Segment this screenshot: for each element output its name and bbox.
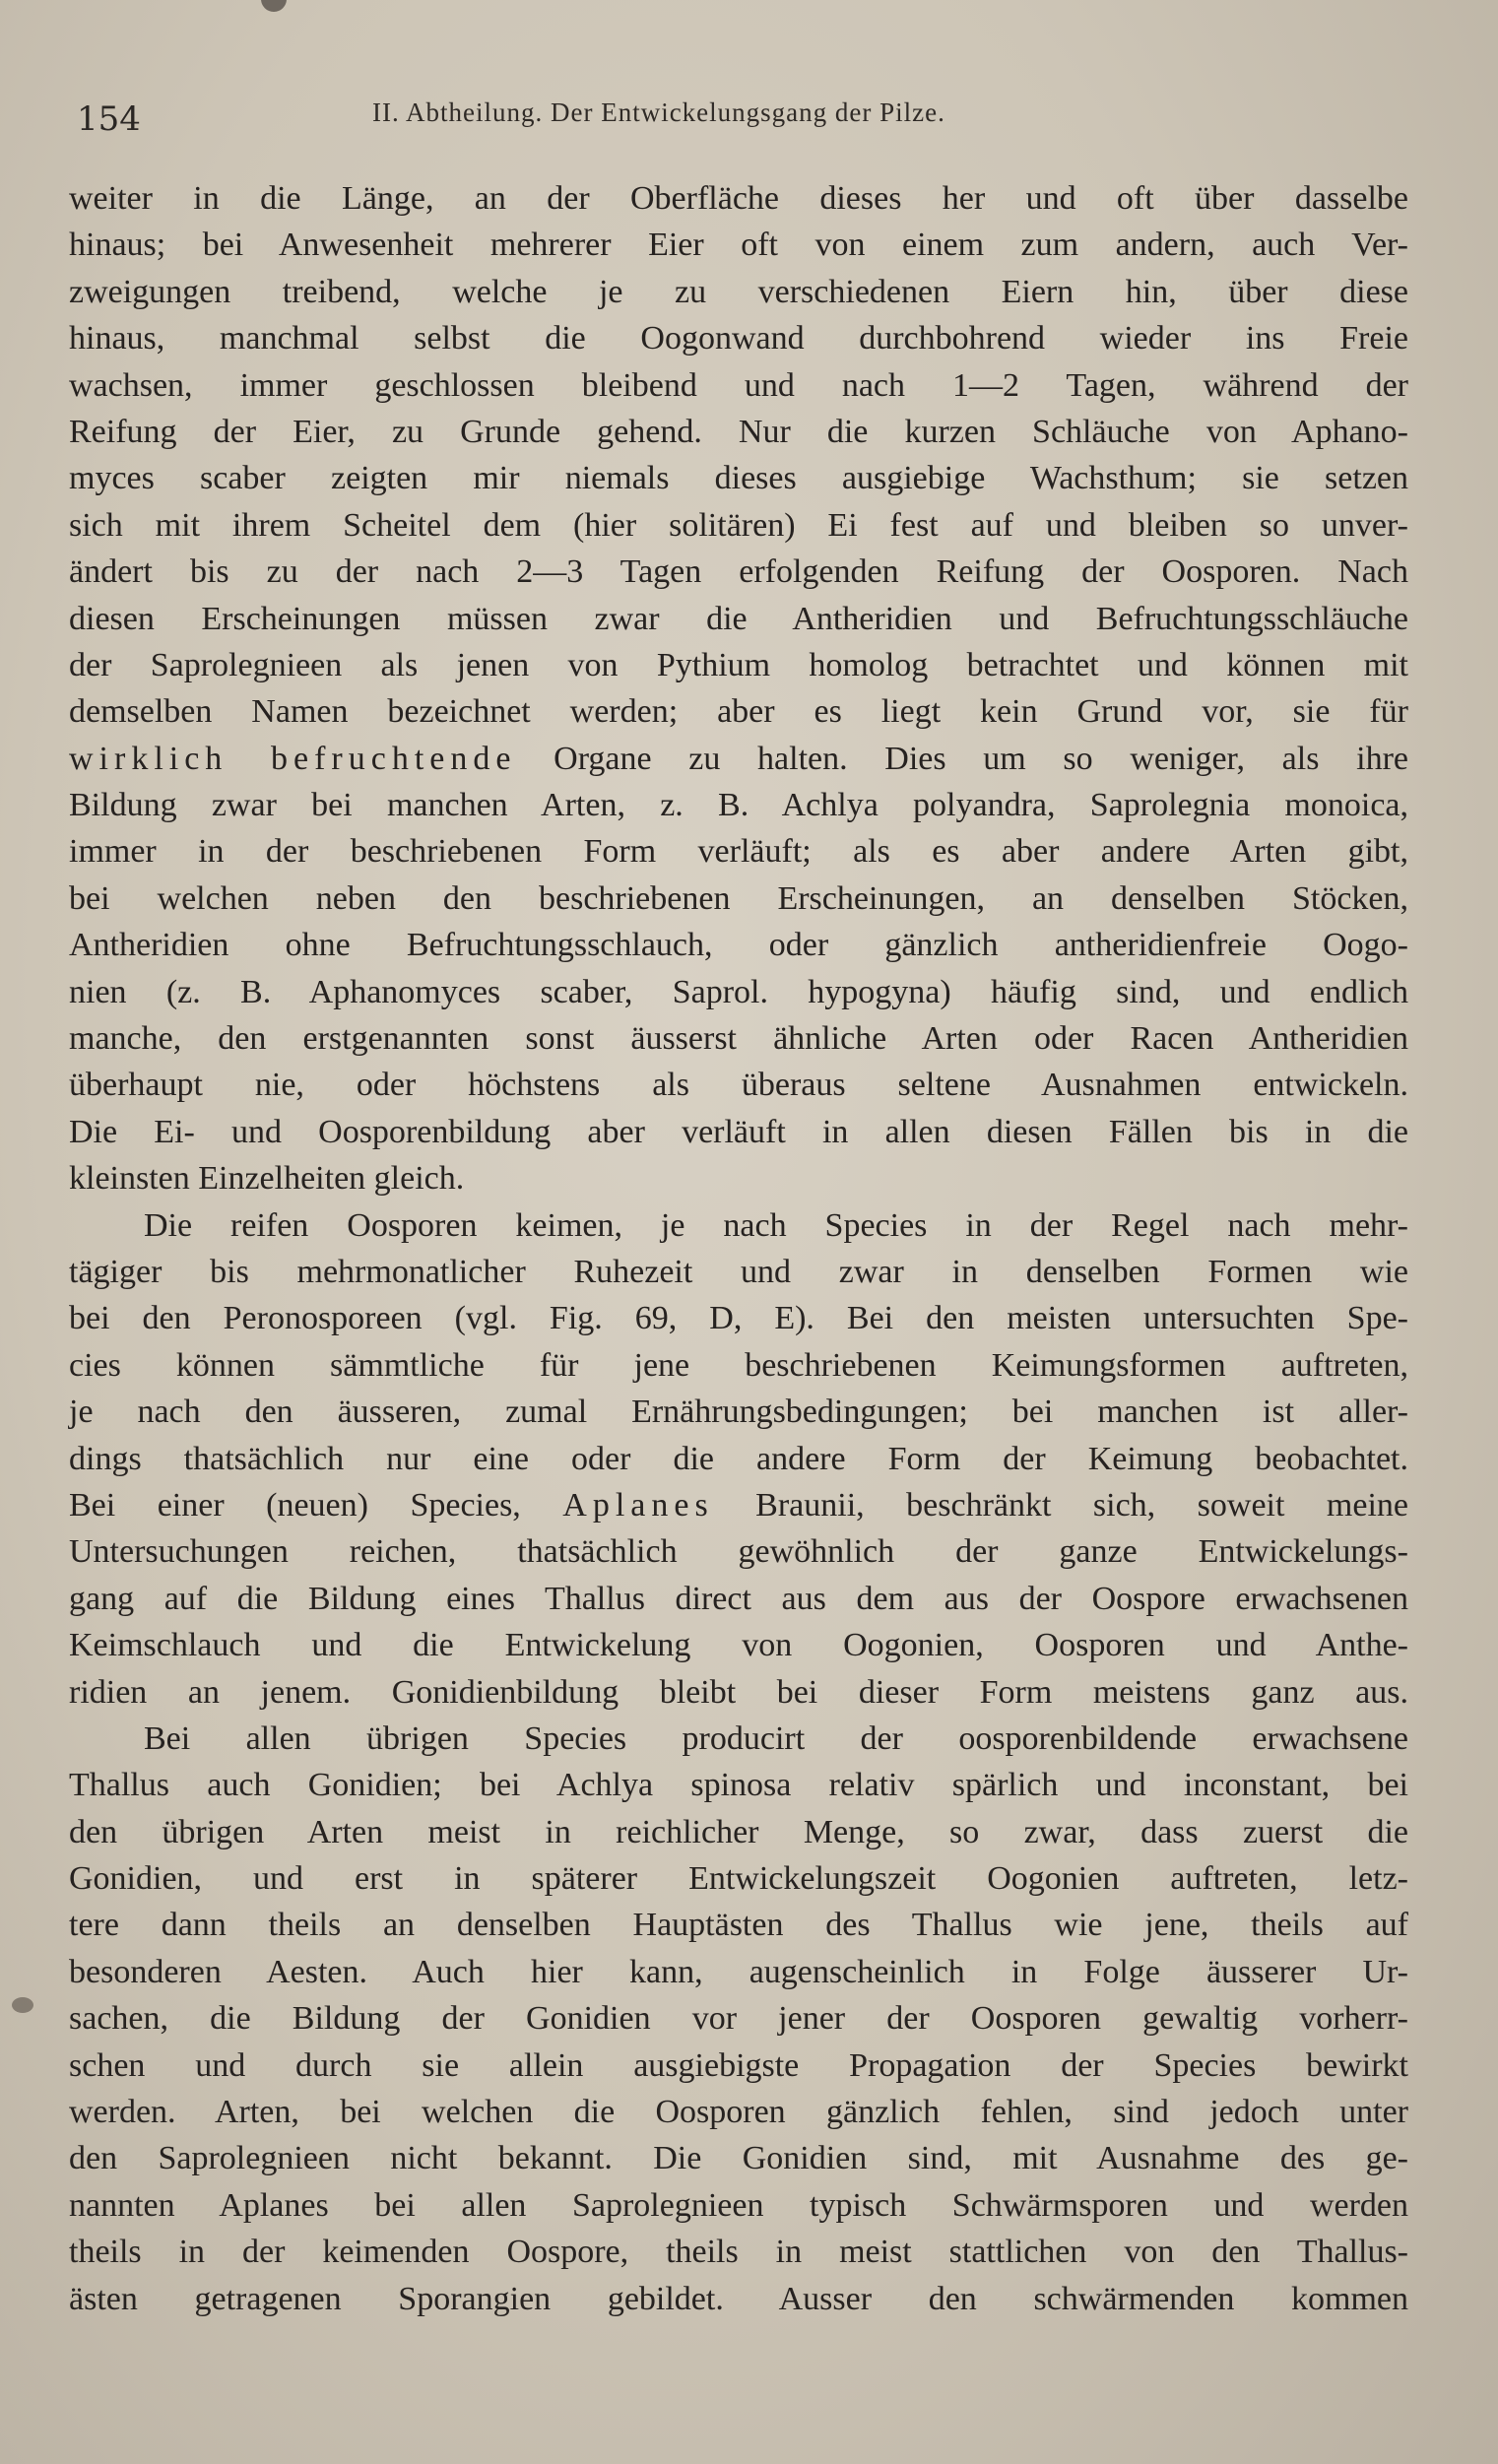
text-line: nien (z. B. Aphanomyces scaber, Saprol. hypogyna) häufig sind, und endlich bbox=[69, 973, 1408, 1010]
text-line: bei welchen neben den beschriebenen Erscheinungen, an denselben Stöcken, bbox=[69, 879, 1408, 917]
text-line: Gonidien, und erst in späterer Entwickelungszeit Oogonien auftreten, letz- bbox=[69, 1860, 1408, 1898]
text-line: Keimschlauch und die Entwickelung von Oogonien, Oosporen und Anthe- bbox=[69, 1627, 1408, 1664]
text-line: gang auf die Bildung eines Thallus direct aus dem aus der Oospore erwachsenen bbox=[69, 1580, 1408, 1617]
text-line: tägiger bis mehrmonatlicher Ruhezeit und zwar in denselben Formen wie bbox=[69, 1253, 1408, 1290]
text-line: nannten Aplanes bei allen Saprolegnieen typisch Schwärmsporen und werden bbox=[69, 2186, 1408, 2224]
text-line: immer in der beschriebenen Form verläuft; als es aber andere Arten gibt, bbox=[69, 833, 1408, 871]
text-line: überhaupt nie, oder höchstens als überaus seltene Ausnahmen entwickeln. bbox=[69, 1067, 1408, 1104]
ink-blot bbox=[261, 0, 287, 12]
text-line: Die Ei- und Oosporenbildung aber verläuft in allen diesen Fällen bis in die bbox=[69, 1113, 1408, 1150]
text-line: kleinsten Einzelheiten gleich. bbox=[69, 1160, 465, 1198]
text-line: wachsen, immer geschlossen bleibend und nach 1—2 Tagen, während der bbox=[69, 366, 1408, 404]
page-number: 154 bbox=[77, 99, 141, 139]
text-line: den übrigen Arten meist in reichlicher Menge, so zwar, dass zuerst die bbox=[69, 1813, 1408, 1850]
text-line: Reifung der Eier, zu Grunde gehend. Nur die kurzen Schläuche von Aphano- bbox=[69, 413, 1408, 450]
text-line: demselben Namen bezeichnet werden; aber es liegt kein Grund vor, sie für bbox=[69, 693, 1408, 731]
text-line: Antheridien ohne Befruchtungsschlauch, oder gänzlich antheridienfreie Oogo- bbox=[69, 927, 1408, 964]
text-line: weiter in die Länge, an der Oberfläche dieses her und oft über dasselbe bbox=[69, 180, 1408, 217]
spaced-emphasis: wirklich befruchtende bbox=[69, 740, 517, 777]
text-line: ridien an jenem. Gonidienbildung bleibt bei dieser Form meistens ganz aus. bbox=[69, 1673, 1408, 1711]
ink-blot-margin bbox=[12, 1997, 33, 2013]
spaced-emphasis: Aplanes bbox=[562, 1486, 714, 1524]
text-line: bei den Peronosporeen (vgl. Fig. 69, D, E). Bei den meisten untersuchten Spe- bbox=[69, 1300, 1408, 1337]
text-line: werden. Arten, bei welchen die Oosporen gänzlich fehlen, sind jedoch unter bbox=[69, 2094, 1408, 2131]
text-line: tere dann theils an denselben Hauptästen des Thallus wie jene, theils auf bbox=[69, 1907, 1408, 1944]
text-line: ästen getragenen Sporangien gebildet. Ausser den schwärmenden kommen bbox=[69, 2280, 1408, 2317]
text-line: diesen Erscheinungen müssen zwar die Antheridien und Befruchtungsschläuche bbox=[69, 600, 1408, 637]
text-line: hinaus; bei Anwesenheit mehrerer Eier oft von einem zum andern, auch Ver- bbox=[69, 227, 1408, 264]
text-line: myces scaber zeigten mir niemals dieses ausgiebige Wachsthum; sie setzen bbox=[69, 460, 1408, 497]
text-line: je nach den äusseren, zumal Ernährungsbedingungen; bei manchen ist aller- bbox=[69, 1394, 1408, 1431]
text-line: Bildung zwar bei manchen Arten, z. B. Achlya polyandra, Saprolegnia monoica, bbox=[69, 787, 1408, 824]
paragraph-start-line: Bei allen übrigen Species producirt der oosporenbildende erwachsene bbox=[144, 1719, 1408, 1757]
text-line: dings thatsächlich nur eine oder die andere Form der Keimung beobachtet. bbox=[69, 1440, 1408, 1477]
text-line: manche, den erstgenannten sonst äusserst ähnliche Arten oder Racen Antheridien bbox=[69, 1020, 1408, 1058]
text-line: ändert bis zu der nach 2—3 Tagen erfolgenden Reifung der Oosporen. Nach bbox=[69, 553, 1408, 591]
text-line: cies können sämmtliche für jene beschriebenen Keimungsformen auftreten, bbox=[69, 1346, 1408, 1384]
text-line: sich mit ihrem Scheitel dem (hier solitären) Ei fest auf und bleiben so unver- bbox=[69, 506, 1408, 544]
text-line: der Saprolegnieen als jenen von Pythium homolog betrachtet und können mit bbox=[69, 646, 1408, 683]
text-line: theils in der keimenden Oospore, theils in meist stattlichen von den Thallus- bbox=[69, 2234, 1408, 2271]
text-line: hinaus, manchmal selbst die Oogonwand durchbohrend wieder ins Freie bbox=[69, 320, 1408, 357]
running-head: II. Abtheilung. Der Entwickelungsgang der Pilze. bbox=[372, 97, 945, 127]
text-line: wirklich befruchtende Organe zu halten. Dies um so weniger, als ihre bbox=[69, 740, 1408, 777]
text-line: zweigungen treibend, welche je zu verschiedenen Eiern hin, über diese bbox=[69, 273, 1408, 310]
text-line: Untersuchungen reichen, thatsächlich gewöhnlich der ganze Entwickelungs- bbox=[69, 1533, 1408, 1571]
text-line: Bei einer (neuen) Species, Aplanes Braunii, beschränkt sich, soweit meine bbox=[69, 1486, 1408, 1524]
body-text bbox=[69, 175, 1408, 2368]
page-header bbox=[77, 94, 1416, 143]
text-line: sachen, die Bildung der Gonidien vor jener der Oosporen gewaltig vorherr- bbox=[69, 2000, 1408, 2038]
text-line: schen und durch sie allein ausgiebigste Propagation der Species bewirkt bbox=[69, 2046, 1408, 2084]
text-line bbox=[69, 2322, 1408, 2368]
text-line: besonderen Aesten. Auch hier kann, augenscheinlich in Folge äusserer Ur- bbox=[69, 1953, 1408, 1990]
paragraph-start-line: Die reifen Oosporen keimen, je nach Species in der Regel nach mehr- bbox=[144, 1206, 1408, 1244]
text-line: den Saprolegnieen nicht bekannt. Die Gonidien sind, mit Ausnahme des ge- bbox=[69, 2140, 1408, 2177]
text-line: Thallus auch Gonidien; bei Achlya spinosa relativ spärlich und inconstant, bei bbox=[69, 1767, 1408, 1804]
